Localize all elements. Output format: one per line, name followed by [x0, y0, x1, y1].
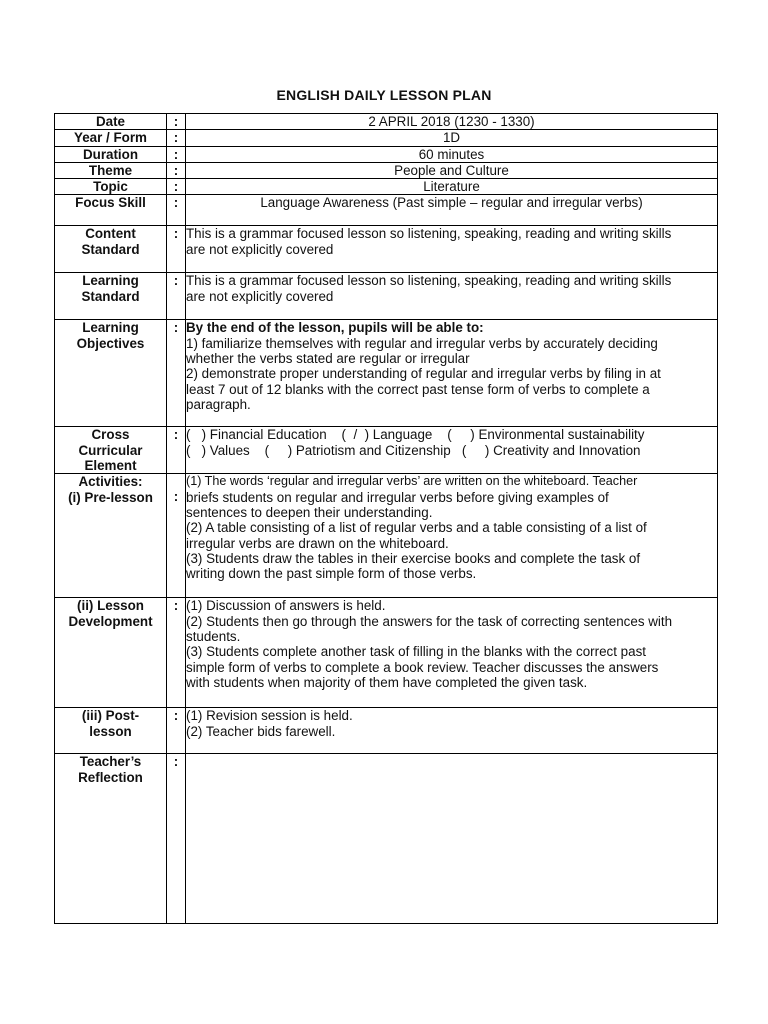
row-pre-lesson: [55, 474, 718, 598]
text-line: writing down the past simple form of those verbs.: [186, 566, 477, 582]
reflection-value: [186, 754, 718, 924]
row-learning-objectives: [55, 320, 718, 427]
theme-value: People and Culture: [186, 162, 718, 178]
colon: :: [167, 427, 186, 474]
label-line: Teacher’s: [79, 754, 142, 770]
text-line: sentences to deepen their understanding.: [186, 505, 433, 521]
colon: :: [167, 226, 186, 273]
text-line: (1) Revision session is held.: [186, 708, 353, 724]
text-line: ( ) Values ( ) Patriotism and Citizenship ( ) Creativity and Innovation: [186, 442, 641, 458]
content-standard-label: [55, 226, 167, 273]
row-duration: [55, 146, 718, 162]
post-lesson-label: [55, 708, 167, 754]
year-form-value: 1D: [186, 130, 718, 146]
lesson-development-value: [186, 598, 718, 708]
label-line: Reflection: [78, 769, 143, 785]
text-line: students.: [186, 629, 241, 645]
label-line: Standard: [81, 288, 140, 304]
colon: :: [167, 598, 186, 708]
text-line: ( ) Financial Education ( / ) Language ( ) Environmental sustainability: [186, 427, 645, 443]
text-line: irregular verbs are drawn on the whiteboard.: [186, 535, 449, 551]
colon: :: [167, 754, 186, 924]
label-line: Element: [84, 458, 137, 474]
text-line: 2) demonstrate proper understanding of regular and irregular verbs by filing in at: [186, 366, 661, 382]
colon: :: [167, 146, 186, 162]
learning-standard-label: [55, 273, 167, 320]
row-post-lesson: [55, 708, 718, 754]
text-line: (3) Students draw the tables in their exercise books and complete the task of: [186, 550, 641, 566]
colon: :: [167, 195, 186, 226]
colon: :: [167, 708, 186, 754]
colon: :: [167, 179, 186, 195]
label-line: lesson: [89, 723, 132, 739]
label-line: Standard: [81, 241, 140, 257]
row-year-form: [55, 130, 718, 146]
focus-skill-value: Language Awareness (Past simple – regular and irregular verbs): [186, 195, 718, 226]
label-line: Activities:: [78, 474, 143, 490]
text-line: paragraph.: [186, 396, 251, 412]
theme-label: Theme: [55, 162, 167, 178]
colon: :: [167, 130, 186, 146]
row-theme: [55, 162, 718, 178]
label-line: (i) Pre-lesson: [68, 489, 153, 505]
duration-value: 60 minutes: [186, 146, 718, 162]
pre-lesson-value: [186, 474, 718, 598]
row-date: [55, 114, 718, 130]
text-line: (3) Students complete another task of filling in the blanks with the correct past: [186, 644, 646, 660]
focus-skill-label: Focus Skill: [55, 195, 167, 226]
text-line: with students when majority of them have completed the given task.: [186, 674, 588, 690]
year-form-label: Year / Form: [55, 130, 167, 146]
pre-lesson-label: [55, 474, 167, 598]
text-line: briefs students on regular and irregular verbs before giving examples of: [186, 489, 609, 505]
colon: :: [167, 320, 186, 427]
date-value: 2 APRIL 2018 (1230 - 1330): [186, 114, 718, 130]
row-topic: [55, 179, 718, 195]
lesson-plan-table: [54, 113, 718, 924]
post-lesson-value: [186, 708, 718, 754]
text-line: (2) Students then go through the answers for the task of correcting sentences with: [186, 613, 673, 629]
page-title: ENGLISH DAILY LESSON PLAN: [276, 87, 492, 103]
text-line: (2) Teacher bids farewell.: [186, 723, 336, 739]
label-line: Objectives: [76, 335, 145, 351]
label-line: Curricular: [78, 442, 143, 458]
text-line: least 7 out of 12 blanks with the correct past tense form of verbs to complete a: [186, 381, 650, 397]
label-line: (ii) Lesson: [77, 598, 144, 614]
text-line: (1) Discussion of answers is held.: [186, 598, 386, 614]
lesson-development-label: [55, 598, 167, 708]
topic-label: Topic: [55, 179, 167, 195]
text-line: 1) familiarize themselves with regular and irregular verbs by accurately deciding: [186, 335, 658, 351]
text-line: are not explicitly covered: [186, 288, 334, 304]
cross-curricular-value: [186, 427, 718, 474]
row-lesson-development: [55, 598, 718, 708]
duration-label: Duration: [55, 146, 167, 162]
text-line: simple form of verbs to complete a book review. Teacher discusses the answers: [186, 659, 659, 675]
text-line: This is a grammar focused lesson so listening, speaking, reading and writing skills: [186, 226, 672, 242]
text-line: (2) A table consisting of a list of regular verbs and a table consisting of a list of: [186, 520, 647, 536]
text-line: This is a grammar focused lesson so listening, speaking, reading and writing skills: [186, 273, 672, 289]
colon: :: [167, 273, 186, 320]
label-line: Development: [68, 613, 153, 629]
objectives-heading: By the end of the lesson, pupils will be able to:: [186, 320, 484, 336]
learning-objectives-label: [55, 320, 167, 427]
learning-objectives-value: [186, 320, 718, 427]
topic-value: Literature: [186, 179, 718, 195]
reflection-label: [55, 754, 167, 924]
row-cross-curricular: [55, 427, 718, 474]
date-label: Date: [55, 114, 167, 130]
learning-standard-value: [186, 273, 718, 320]
row-learning-standard: [55, 273, 718, 320]
content-standard-value: [186, 226, 718, 273]
colon: :: [167, 162, 186, 178]
text-line: whether the verbs stated are regular or irregular: [186, 351, 470, 367]
label-line: (iii) Post-: [81, 708, 140, 724]
colon: :: [167, 114, 186, 130]
row-focus-skill: [55, 195, 718, 226]
label-line: Learning: [82, 273, 139, 289]
colon: :: [167, 474, 186, 598]
label-line: Cross: [91, 427, 130, 443]
row-reflection: [55, 754, 718, 924]
label-line: Learning: [82, 320, 139, 336]
text-line: are not explicitly covered: [186, 241, 334, 257]
label-line: Content: [85, 226, 136, 242]
row-content-standard: [55, 226, 718, 273]
cross-curricular-label: [55, 427, 167, 474]
text-line: (1) The words ‘regular and irregular verbs’ are written on the whiteboard. Teacher: [186, 474, 638, 489]
